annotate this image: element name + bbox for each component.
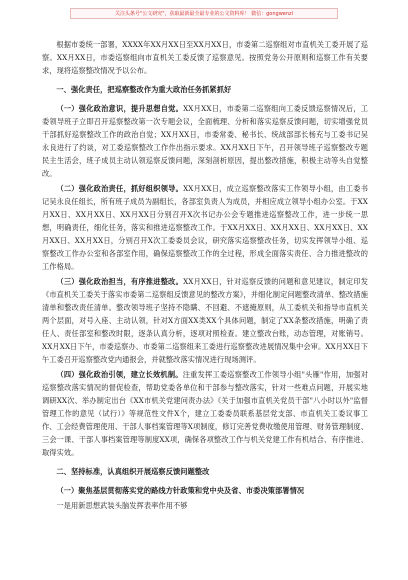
item-2-body: XX月XX日，成立巡察整改落实工作领导小组，由工委书记吴永良任组长，所有班子成员为副组长，各部室负责人为成员，并相应成立领导小组办公室。于XX月XX日、XX月XX日、XX月XX日分别召开X次书记办公会专题推进巡察整改工作，进一步统一思想，明确责任，细化任务，落实和推进巡察整改工作。于XX月XX日、XX月XX日、XX月XX日、XX月XX日、XX月XX日，分别召开X次工委委员会议，研究落实巡察整改任务，切实发挥领导小组、巡察整改工作办公室和各部室作用，确保巡察整改工作的全过程，形成全面落实责任、合力推进整改的工作格局。 <box>42 184 369 271</box>
item-1-body: XX月XX日，市委第二巡察组向工委反馈巡察情况后，工委领导班子立即召开巡察整改第一次专题会议，全面梳理、分析和落实巡察反馈问题，切实增强党员干部抓好巡察整改工作的政治自觉；XX月XX日，市委常委、秘书长、统战部部长杨充与工委书记吴永良进行了约谈，对工委巡察整改工作作出指示要求。XX月XX日下午，召开领导班子巡察整改专题民主生活会，班子成员主动认领巡察反馈问题，深刻剖析原因，提出整改措施，积极主动等头自觉整改。 <box>42 104 369 178</box>
section-2-heading: 二、坚持标准，认真组织开展巡察反馈问题整改 <box>56 467 210 476</box>
wechat-promo-banner[interactable]: 关注头条号"公文研究"，获取最新最全最专业的公文资料库！ 微信：gongwenzi <box>70 8 338 19</box>
item-3-body: XX月XX日，针对巡察反馈的问题和意见建议，制定印发《市直机关工委关于落实市委第二巡察组反馈意见的整改方案》，并细化制定问题整改清单、整改措施清单和整改责任清单。整改领导班子坚持不隐瞒、不回避、不遮掩原则，从工委机关和指导市直机关两个层面，对号入座、主动认领，针对X方面XX类XX个具体问题，制定了XX条整改措施，明确了责任人、责任部室和整改时限，逐条认真分析，逐项对照检查。建立整改台账，动态管理，对账销号。XX月XX日下午，市委巡察办、市委第二巡察组来工委进行巡察整改进展情况集中会审。XX月XX日下午工委召开巡察整改党内通报会，并就整改落实情况进行现场测评。 <box>42 277 369 364</box>
item-4-body: 注重发挥工委巡察整改工作领导小组"头雁"作用，加强对巡察整改落实情况的督促检查，帮助党委各单位和干部参与整改落实，针对一些难点问题，开展实地调研XX次、举办制定出台《XX市机关党建问责办法》《关于加强市直机关党员干部"八小时以外"监督管理工作的意见（试行）》等规范性文件X个，建立工委委员联系基层党支部、市直机关工委议事工作、工会经费管理使用、干部人事档案管理等X项制度，修订完善党费收缴使用管理、财务管理制度、三会一课、干部人事档案管理等制度XX项，确保各项整改工作与机关党建工作有机结合、有序推进、取得实效。 <box>42 370 369 457</box>
item-2-heading: （二）强化政治责任，抓好组织领导。 <box>56 184 184 193</box>
item-3-heading: （三）强化政治担当，有序推进整改。 <box>56 277 184 286</box>
item-4-heading: （四）强化政治引领，建立长效机制。 <box>56 370 183 379</box>
section-1-item-4 <box>42 368 368 459</box>
document-body <box>42 38 368 514</box>
section-2-item-1-line: 一是用新思想武装头脑发挥表率作用不够 <box>56 501 188 510</box>
section-1-item-1 <box>42 102 368 180</box>
item-1-heading: （一）强化政治意识，提升思想自觉。 <box>56 104 184 113</box>
section-1-heading: 一、强化责任，把巡察整改作为重大政治任务抓紧抓好 <box>56 85 232 94</box>
section-1-item-3 <box>42 275 368 366</box>
section-2-subheading-1: （一）聚焦基层贯彻落实党的路线方针政策和党中央及省、市委决策部署情况 <box>56 486 305 495</box>
intro-paragraph: 根据市委统一部署，XXXX年XX月XX日至XX月XX日，市委第二巡察组对市直机关工委开展了巡察。XX月XX日，市委巡察组向市直机关工委反馈了巡察意见。按照党务公开原则和巡察工作有关要求，现将巡察整改情况予以公布。 <box>42 40 368 75</box>
section-1-item-2 <box>42 182 368 273</box>
